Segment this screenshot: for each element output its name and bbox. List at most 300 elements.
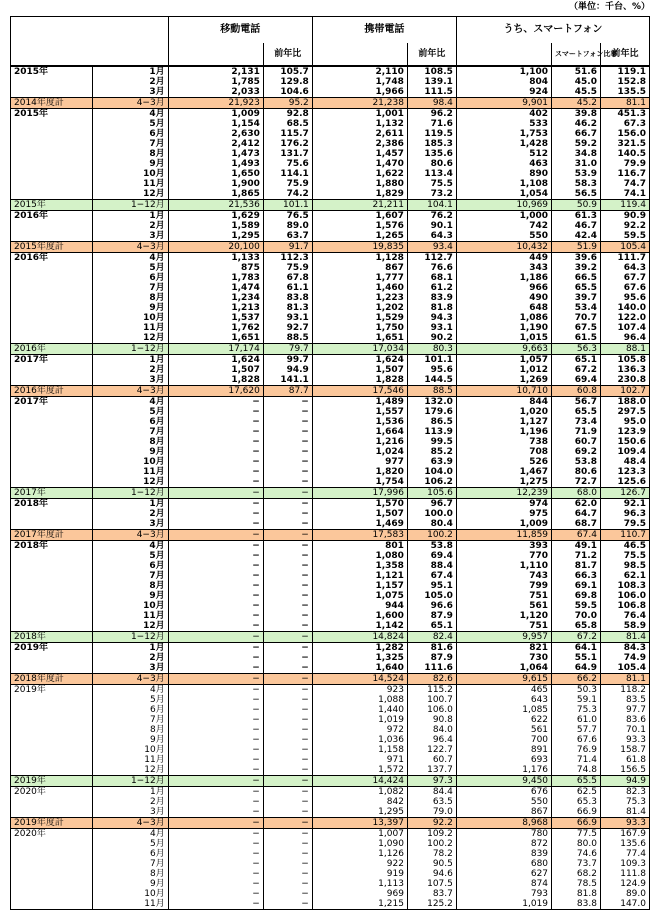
mobile-yoy: − [263, 509, 312, 519]
cell-yoy: 86.5 [407, 417, 456, 427]
mobile-yoy: − [263, 551, 312, 561]
mobile-yoy: 129.8 [263, 77, 312, 87]
table-row [11, 211, 650, 222]
cell-yoy: 96.4 [407, 735, 456, 745]
smart-yoy: 67.6 [600, 283, 649, 293]
mobile-yoy: − [263, 601, 312, 611]
cell-yoy: 76.2 [407, 211, 456, 222]
cell-value: 1,570 [312, 499, 407, 510]
mobile-yoy: − [263, 519, 312, 530]
mobile-value: − [168, 541, 263, 552]
cell-value: 1,126 [312, 849, 407, 859]
smart-yoy: 297.5 [600, 407, 649, 417]
mobile-yoy: 74.2 [263, 189, 312, 200]
cell-yoy: 96.7 [407, 499, 456, 510]
header-smart-ratio: スマートフォン比率 [552, 43, 601, 66]
table-row [11, 488, 650, 499]
table-row [11, 581, 650, 591]
table-row [11, 839, 650, 849]
table-row [11, 417, 650, 427]
row-label [11, 653, 93, 663]
cell-yoy: 100.2 [407, 839, 456, 849]
smart-yoy: 81.1 [600, 674, 649, 685]
cell-yoy: 85.2 [407, 447, 456, 457]
smart-value: 1,020 [456, 407, 551, 417]
header-blank-2 [11, 43, 169, 66]
mobile-yoy: − [263, 849, 312, 859]
smart-value: 9,901 [456, 98, 551, 109]
row-period: 12月 [92, 189, 168, 200]
table-row [11, 776, 650, 787]
row-label [11, 551, 93, 561]
cell-yoy: 95.1 [407, 581, 456, 591]
smart-ratio: 64.9 [552, 663, 601, 674]
table-row [11, 242, 650, 253]
row-label [11, 705, 93, 715]
smart-yoy: 92.1 [600, 499, 649, 510]
smart-ratio: 39.7 [552, 293, 601, 303]
table-row [11, 283, 650, 293]
cell-yoy: 67.4 [407, 571, 456, 581]
cell-yoy: 108.5 [407, 66, 456, 77]
smart-value: 742 [456, 221, 551, 231]
smart-value: 874 [456, 879, 551, 889]
smart-value: 839 [456, 849, 551, 859]
table-row [11, 621, 650, 632]
table-row [11, 457, 650, 467]
cell-value: 1,082 [312, 787, 407, 798]
cell-value: 1,469 [312, 519, 407, 530]
smart-value: 343 [456, 263, 551, 273]
row-label [11, 169, 93, 179]
cell-yoy: 105.0 [407, 591, 456, 601]
mobile-yoy: 99.7 [263, 355, 312, 366]
table-row [11, 765, 650, 776]
cell-value: 1,457 [312, 149, 407, 159]
cell-yoy: 82.4 [407, 632, 456, 643]
row-label [11, 179, 93, 189]
smart-yoy: 135.6 [600, 839, 649, 849]
smart-ratio: 69.4 [552, 375, 601, 386]
cell-yoy: 90.8 [407, 715, 456, 725]
smart-ratio: 77.5 [552, 829, 601, 840]
mobile-yoy: − [263, 899, 312, 910]
cell-value: 1,750 [312, 323, 407, 333]
table-row [11, 715, 650, 725]
mobile-value: 1,762 [168, 323, 263, 333]
cell-value: 1,880 [312, 179, 407, 189]
row-label: 2019年度計 [11, 818, 93, 829]
cell-value: 1,024 [312, 447, 407, 457]
cell-value: 1,036 [312, 735, 407, 745]
table-row [11, 109, 650, 120]
table-row [11, 189, 650, 200]
mobile-value: − [168, 807, 263, 818]
cell-yoy: 80.3 [407, 344, 456, 355]
smart-ratio: 67.4 [552, 530, 601, 541]
cell-value: 1,440 [312, 705, 407, 715]
smart-yoy: 110.7 [600, 530, 649, 541]
row-period: 4−3月 [92, 818, 168, 829]
row-label: 2015年度計 [11, 242, 93, 253]
table-row [11, 611, 650, 621]
table-row [11, 551, 650, 561]
smart-value: 526 [456, 457, 551, 467]
mobile-value: − [168, 477, 263, 488]
cell-value: 1,529 [312, 313, 407, 323]
mobile-yoy: 88.5 [263, 333, 312, 344]
cell-value: 1,080 [312, 551, 407, 561]
table-row [11, 169, 650, 179]
table-row [11, 695, 650, 705]
mobile-yoy: − [263, 745, 312, 755]
row-period: 3月 [92, 87, 168, 98]
row-label [11, 273, 93, 283]
mobile-yoy: 87.7 [263, 386, 312, 397]
cell-value: 1,828 [312, 375, 407, 386]
smart-ratio: 68.0 [552, 488, 601, 499]
smart-value: 490 [456, 293, 551, 303]
cell-yoy: 132.0 [407, 397, 456, 408]
cell-value: 1,651 [312, 333, 407, 344]
table-row [11, 447, 650, 457]
row-period: 7月 [92, 427, 168, 437]
row-period: 10月 [92, 313, 168, 323]
row-label [11, 365, 93, 375]
cell-yoy: 83.7 [407, 889, 456, 899]
table-row [11, 735, 650, 745]
mobile-yoy: − [263, 591, 312, 601]
row-period: 2月 [92, 77, 168, 87]
smart-ratio: 56.5 [552, 189, 601, 200]
smart-yoy: 90.9 [600, 211, 649, 222]
smart-yoy: 95.0 [600, 417, 649, 427]
row-period: 1月 [92, 211, 168, 222]
smart-yoy: 118.2 [600, 685, 649, 696]
smart-yoy: 123.9 [600, 427, 649, 437]
header-smart-yoy: 前年比 [600, 43, 649, 66]
row-label: 2016年 [11, 253, 93, 264]
row-label: 2019年 [11, 685, 93, 696]
smart-ratio: 78.5 [552, 879, 601, 889]
cell-value: 17,996 [312, 488, 407, 499]
mobile-value: − [168, 581, 263, 591]
table-row [11, 344, 650, 355]
header-mobile: 移動電話 [168, 17, 312, 44]
table-row [11, 139, 650, 149]
smart-value: 1,108 [456, 179, 551, 189]
cell-yoy: 115.2 [407, 685, 456, 696]
mobile-yoy: − [263, 829, 312, 840]
table-row [11, 663, 650, 674]
smart-yoy: 105.4 [600, 242, 649, 253]
mobile-yoy: − [263, 839, 312, 849]
mobile-yoy: 81.3 [263, 303, 312, 313]
smart-value: 1,186 [456, 273, 551, 283]
row-label [11, 283, 93, 293]
cell-value: 867 [312, 263, 407, 273]
row-label [11, 437, 93, 447]
cell-yoy: 119.5 [407, 129, 456, 139]
row-label [11, 765, 93, 776]
table-row [11, 221, 650, 231]
cell-yoy: 65.1 [407, 621, 456, 632]
table-row [11, 519, 650, 530]
cell-yoy: 63.5 [407, 797, 456, 807]
mobile-yoy: 79.7 [263, 344, 312, 355]
row-period: 12月 [92, 621, 168, 632]
smart-value: 1,009 [456, 519, 551, 530]
mobile-value: − [168, 705, 263, 715]
cell-value: 17,583 [312, 530, 407, 541]
cell-value: 1,358 [312, 561, 407, 571]
smart-ratio: 56.7 [552, 397, 601, 408]
mobile-value: 1,133 [168, 253, 263, 264]
row-label: 2016年度計 [11, 386, 93, 397]
row-label [11, 591, 93, 601]
row-label: 2016年 [11, 211, 93, 222]
smart-yoy: 111.7 [600, 253, 649, 264]
smart-value: 924 [456, 87, 551, 98]
mobile-value: 1,785 [168, 77, 263, 87]
smart-ratio: 71.2 [552, 551, 601, 561]
cell-yoy: 95.6 [407, 365, 456, 375]
smart-value: 463 [456, 159, 551, 169]
table-row [11, 427, 650, 437]
smart-ratio: 62.0 [552, 499, 601, 510]
smart-yoy: 67.7 [600, 273, 649, 283]
row-label [11, 571, 93, 581]
row-label [11, 313, 93, 323]
smart-ratio: 68.7 [552, 519, 601, 530]
mobile-yoy: − [263, 457, 312, 467]
smart-ratio: 65.5 [552, 407, 601, 417]
cell-value: 1,088 [312, 695, 407, 705]
table-row [11, 685, 650, 696]
mobile-yoy: − [263, 541, 312, 552]
row-label [11, 333, 93, 344]
mobile-yoy: − [263, 755, 312, 765]
smart-ratio: 46.7 [552, 221, 601, 231]
row-label: 2018年 [11, 632, 93, 643]
cell-value: 1,121 [312, 571, 407, 581]
smart-yoy: 156.0 [600, 129, 649, 139]
row-period: 8月 [92, 149, 168, 159]
mobile-value: − [168, 509, 263, 519]
smart-yoy: 84.3 [600, 643, 649, 654]
cell-yoy: 93.4 [407, 242, 456, 253]
smart-ratio: 42.4 [552, 231, 601, 242]
mobile-yoy: − [263, 765, 312, 776]
smart-ratio: 71.4 [552, 755, 601, 765]
table-row [11, 397, 650, 408]
mobile-yoy: − [263, 705, 312, 715]
smart-value: 700 [456, 735, 551, 745]
row-label [11, 859, 93, 869]
smart-ratio: 65.1 [552, 355, 601, 366]
mobile-value: 1,213 [168, 303, 263, 313]
smart-value: 10,432 [456, 242, 551, 253]
mobile-value: − [168, 725, 263, 735]
mobile-yoy: − [263, 488, 312, 499]
cell-yoy: 88.4 [407, 561, 456, 571]
cell-yoy: 106.2 [407, 477, 456, 488]
cell-value: 1,075 [312, 591, 407, 601]
mobile-value: 1,650 [168, 169, 263, 179]
mobile-value: 1,624 [168, 355, 263, 366]
mobile-yoy: − [263, 776, 312, 787]
smart-yoy: 188.0 [600, 397, 649, 408]
row-period: 4−3月 [92, 386, 168, 397]
mobile-value: − [168, 447, 263, 457]
smart-value: 975 [456, 509, 551, 519]
cell-value: 977 [312, 457, 407, 467]
cell-yoy: 185.3 [407, 139, 456, 149]
mobile-yoy: 92.8 [263, 109, 312, 120]
smart-ratio: 64.1 [552, 643, 601, 654]
smart-yoy: 75.3 [600, 797, 649, 807]
cell-yoy: 69.4 [407, 551, 456, 561]
cell-yoy: 139.1 [407, 77, 456, 87]
mobile-value: − [168, 829, 263, 840]
smart-value: 11,859 [456, 530, 551, 541]
cell-value: 2,110 [312, 66, 407, 77]
mobile-value: − [168, 685, 263, 696]
table-row [11, 499, 650, 510]
mobile-value: − [168, 797, 263, 807]
mobile-yoy: − [263, 477, 312, 488]
mobile-value: − [168, 611, 263, 621]
table-row [11, 653, 650, 663]
mobile-value: 1,474 [168, 283, 263, 293]
mobile-yoy: 105.7 [263, 66, 312, 77]
smart-value: 793 [456, 889, 551, 899]
mobile-value: − [168, 889, 263, 899]
smart-ratio: 60.8 [552, 386, 601, 397]
smart-value: 780 [456, 829, 551, 840]
row-period: 7月 [92, 139, 168, 149]
mobile-yoy: − [263, 715, 312, 725]
mobile-yoy: 67.8 [263, 273, 312, 283]
row-period: 8月 [92, 437, 168, 447]
row-label [11, 87, 93, 98]
smart-value: 1,110 [456, 561, 551, 571]
row-period: 11月 [92, 755, 168, 765]
smart-yoy: 97.7 [600, 705, 649, 715]
mobile-yoy: − [263, 407, 312, 417]
table-row [11, 129, 650, 139]
cell-yoy: 111.5 [407, 87, 456, 98]
cell-yoy: 87.9 [407, 611, 456, 621]
row-label [11, 139, 93, 149]
smart-value: 1,753 [456, 129, 551, 139]
mobile-yoy: − [263, 427, 312, 437]
mobile-value: − [168, 499, 263, 510]
cell-yoy: 101.1 [407, 355, 456, 366]
cell-yoy: 53.8 [407, 541, 456, 552]
cell-value: 1,507 [312, 509, 407, 519]
row-period: 1月 [92, 787, 168, 798]
mobile-value: 2,131 [168, 66, 263, 77]
smart-value: 1,190 [456, 323, 551, 333]
row-period: 1−12月 [92, 632, 168, 643]
mobile-yoy: − [263, 581, 312, 591]
mobile-value: 875 [168, 263, 263, 273]
mobile-yoy: − [263, 879, 312, 889]
table-row [11, 149, 650, 159]
smart-value: 966 [456, 283, 551, 293]
mobile-yoy: − [263, 499, 312, 510]
table-row [11, 849, 650, 859]
table-row [11, 571, 650, 581]
cell-value: 13,397 [312, 818, 407, 829]
row-period: 9月 [92, 447, 168, 457]
mobile-value: − [168, 467, 263, 477]
cell-value: 14,824 [312, 632, 407, 643]
smart-value: 1,127 [456, 417, 551, 427]
smart-yoy: 62.1 [600, 571, 649, 581]
mobile-yoy: − [263, 417, 312, 427]
row-period: 1−12月 [92, 200, 168, 211]
row-label [11, 149, 93, 159]
row-period: 11月 [92, 467, 168, 477]
table-row [11, 333, 650, 344]
header-cell-yoy: 前年比 [407, 43, 456, 66]
cell-yoy: 104.1 [407, 200, 456, 211]
table-row [11, 159, 650, 169]
cell-yoy: 78.2 [407, 849, 456, 859]
smart-ratio: 56.3 [552, 344, 601, 355]
cell-value: 801 [312, 541, 407, 552]
smart-yoy: 119.4 [600, 200, 649, 211]
cell-yoy: 94.3 [407, 313, 456, 323]
smart-yoy: 122.0 [600, 313, 649, 323]
cell-value: 1,215 [312, 899, 407, 910]
cell-yoy: 84.0 [407, 725, 456, 735]
smart-value: 1,064 [456, 663, 551, 674]
mobile-value: − [168, 643, 263, 654]
smart-value: 465 [456, 685, 551, 696]
cell-value: 1,113 [312, 879, 407, 889]
smart-yoy: 124.9 [600, 879, 649, 889]
header-smartphone: うち、スマートフォン [456, 17, 649, 44]
mobile-value: − [168, 427, 263, 437]
row-label [11, 467, 93, 477]
smart-yoy: 94.9 [600, 776, 649, 787]
smart-value: 643 [456, 695, 551, 705]
mobile-value: 1,507 [168, 365, 263, 375]
row-label: 2017年 [11, 397, 93, 408]
mobile-yoy: 93.1 [263, 313, 312, 323]
smart-ratio: 72.7 [552, 477, 601, 488]
table-row [11, 643, 650, 654]
row-label [11, 899, 93, 910]
mobile-value: − [168, 839, 263, 849]
cell-value: 1,090 [312, 839, 407, 849]
smart-value: 676 [456, 787, 551, 798]
smart-ratio: 66.3 [552, 571, 601, 581]
mobile-value: − [168, 397, 263, 408]
row-period: 1−12月 [92, 344, 168, 355]
row-label: 2017年度計 [11, 530, 93, 541]
smart-value: 974 [456, 499, 551, 510]
row-label [11, 323, 93, 333]
cell-value: 17,034 [312, 344, 407, 355]
table-row [11, 879, 650, 889]
smart-yoy: 77.4 [600, 849, 649, 859]
smart-value: 10,710 [456, 386, 551, 397]
row-label [11, 869, 93, 879]
